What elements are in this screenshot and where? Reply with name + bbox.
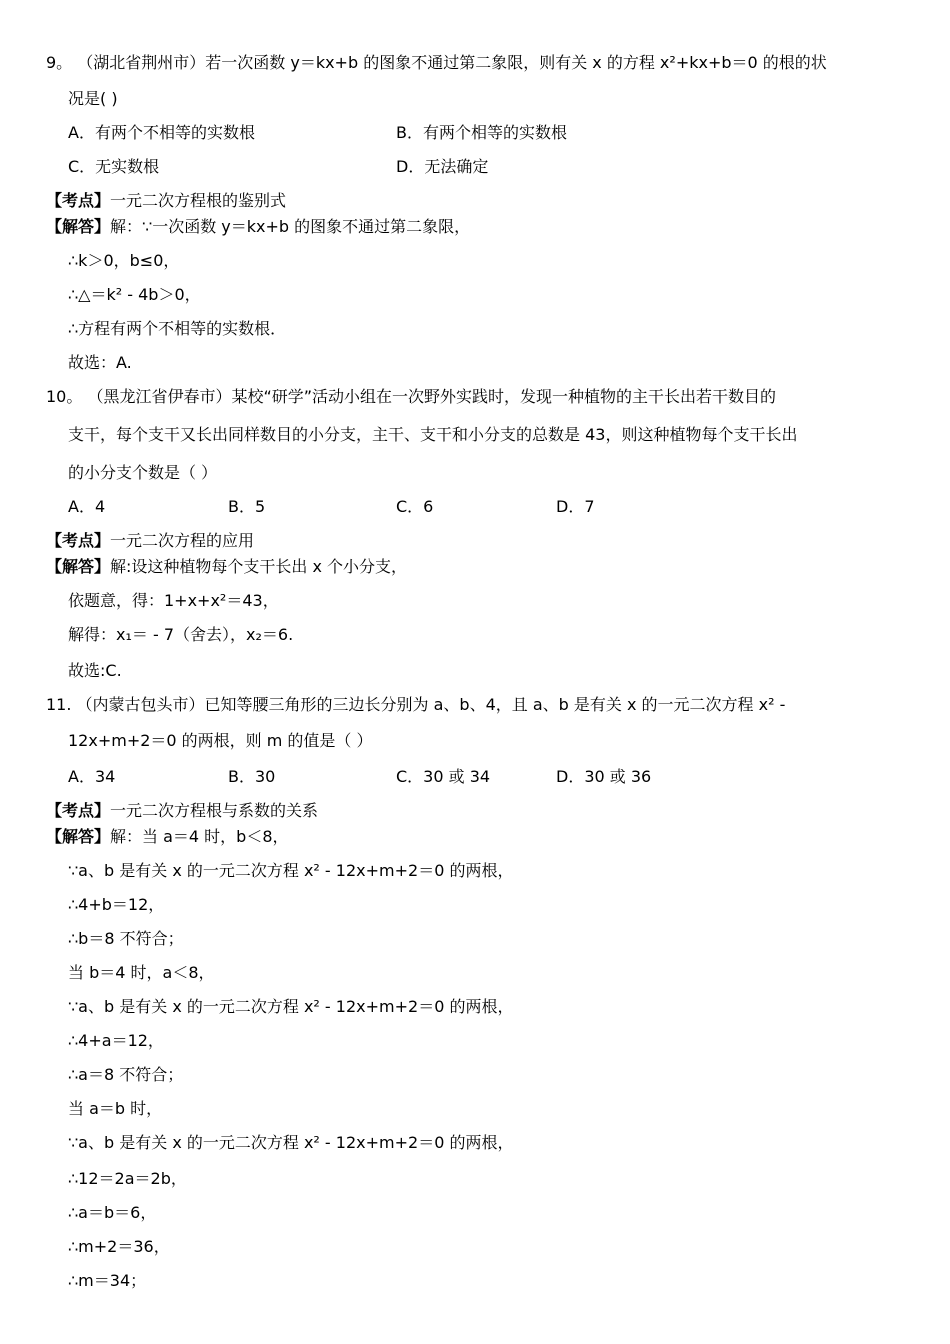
- q10-option-c: C．6: [396, 497, 434, 516]
- q9-kaodian-tag: 【考点】: [46, 191, 111, 210]
- q9-stem-line-2: 况是( ): [68, 89, 118, 108]
- q11-solution-line-13: ∴m+2＝36，: [68, 1237, 170, 1256]
- q11-solution-line-10: ∵a、b 是有关 x 的一元二次方程 x² - 12x+m+2＝0 的两根，: [68, 1133, 514, 1152]
- q10-kaodian-text: 一元二次方程的应用: [110, 531, 255, 550]
- q10-stem-line-1: 10。 （黑龙江省伊春市）某校“研学”活动小组在一次野外实践时，发现一种植物的主干长出若干数目的: [46, 387, 777, 406]
- q11-solution-line-5: 当 b＝4 时，a＜8，: [68, 963, 215, 982]
- q11-solution-line-12: ∴a＝b＝6，: [68, 1203, 157, 1222]
- q9-solution-line-4: ∴方程有两个不相等的实数根．: [68, 319, 287, 338]
- q10-solution-line-2: 依题意，得：1+x+x²＝43，: [68, 591, 279, 610]
- q11-jieda: [46, 826, 289, 848]
- q10-kaodian-tag: 【考点】: [46, 531, 111, 550]
- q11-option-b: B．30: [228, 767, 276, 786]
- q9-solution-line-1: 解：∵一次函数 y＝kx+b 的图象不通过第二象限，: [110, 217, 471, 236]
- q10-option-b: B．5: [228, 497, 266, 516]
- q10-solution-line-4: 故选:C.: [68, 661, 122, 680]
- q11-solution-line-3: ∴4+b＝12，: [68, 895, 165, 914]
- q11-solution-line-7: ∴4+a＝12，: [68, 1031, 164, 1050]
- q11-stem-line-2: 12x+m+2＝0 的两根，则 m 的值是（ ）: [68, 731, 373, 750]
- q11-kaodian: [46, 800, 318, 822]
- q9-kaodian-text: 一元二次方程根的鉴别式: [110, 191, 287, 210]
- q11-stem-line-1: 11. （内蒙古包头市）已知等腰三角形的三边长分别为 a、b、4，且 a、b 是有关 x 的一元二次方程 x² -: [46, 695, 786, 714]
- q9-stem-line-1: 9。 （湖北省荆州市）若一次函数 y＝kx+b 的图象不通过第二象限，则有关 x 的方程 x²+kx+b＝0 的根的状: [46, 53, 827, 72]
- q9-jieda: [46, 216, 470, 238]
- q10-jieda-tag: 【解答】: [46, 557, 111, 576]
- q11-solution-line-14: ∴m＝34；: [68, 1271, 147, 1290]
- q11-solution-line-11: ∴12＝2a＝2b，: [68, 1169, 187, 1188]
- q11-solution-line-6: ∵a、b 是有关 x 的一元二次方程 x² - 12x+m+2＝0 的两根，: [68, 997, 514, 1016]
- q9-solution-line-3: ∴△＝k² - 4b＞0，: [68, 285, 201, 304]
- q10-solution-line-1: 解:设这种植物每个支干长出 x 个小分支，: [110, 557, 408, 576]
- q11-option-c: C．30 或 34: [396, 767, 491, 786]
- q11-solution-line-1: 解：当 a＝4 时，b＜8，: [110, 827, 289, 846]
- q11-kaodian-tag: 【考点】: [46, 801, 111, 820]
- q11-solution-line-2: ∵a、b 是有关 x 的一元二次方程 x² - 12x+m+2＝0 的两根，: [68, 861, 514, 880]
- q11-option-d: D．30 或 36: [556, 767, 652, 786]
- q11-jieda-tag: 【解答】: [46, 827, 111, 846]
- q9-option-a: A．有两个不相等的实数根: [68, 123, 255, 142]
- q9-kaodian: [46, 190, 286, 212]
- q10-option-a: A．4: [68, 497, 106, 516]
- q10-jieda: [46, 556, 407, 578]
- q11-kaodian-text: 一元二次方程根与系数的关系: [110, 801, 319, 820]
- q10-kaodian: [46, 530, 254, 552]
- q11-solution-line-4: ∴b＝8 不符合；: [68, 929, 184, 948]
- q9-option-c: C．无实数根: [68, 157, 160, 176]
- q9-option-d: D．无法确定: [396, 157, 489, 176]
- q11-solution-line-9: 当 a＝b 时，: [68, 1099, 163, 1118]
- q9-option-b: B．有两个相等的实数根: [396, 123, 567, 142]
- q10-stem-line-2: 支干，每个支干又长出同样数目的小分支，主干、支干和小分支的总数是 43，则这种植物每个支干长出: [68, 425, 798, 444]
- q10-option-d: D．7: [556, 497, 595, 516]
- q10-solution-line-3: 解得：x₁＝ - 7（舍去），x₂＝6.: [68, 625, 294, 644]
- q9-jieda-tag: 【解答】: [46, 217, 111, 236]
- q9-solution-line-2: ∴k＞0，b≤0，: [68, 251, 180, 270]
- q9-solution-line-5: 故选：A.: [68, 353, 132, 372]
- q11-solution-line-8: ∴a＝8 不符合；: [68, 1065, 184, 1084]
- q10-stem-line-3: 的小分支个数是（ ）: [68, 463, 218, 482]
- q11-option-a: A．34: [68, 767, 116, 786]
